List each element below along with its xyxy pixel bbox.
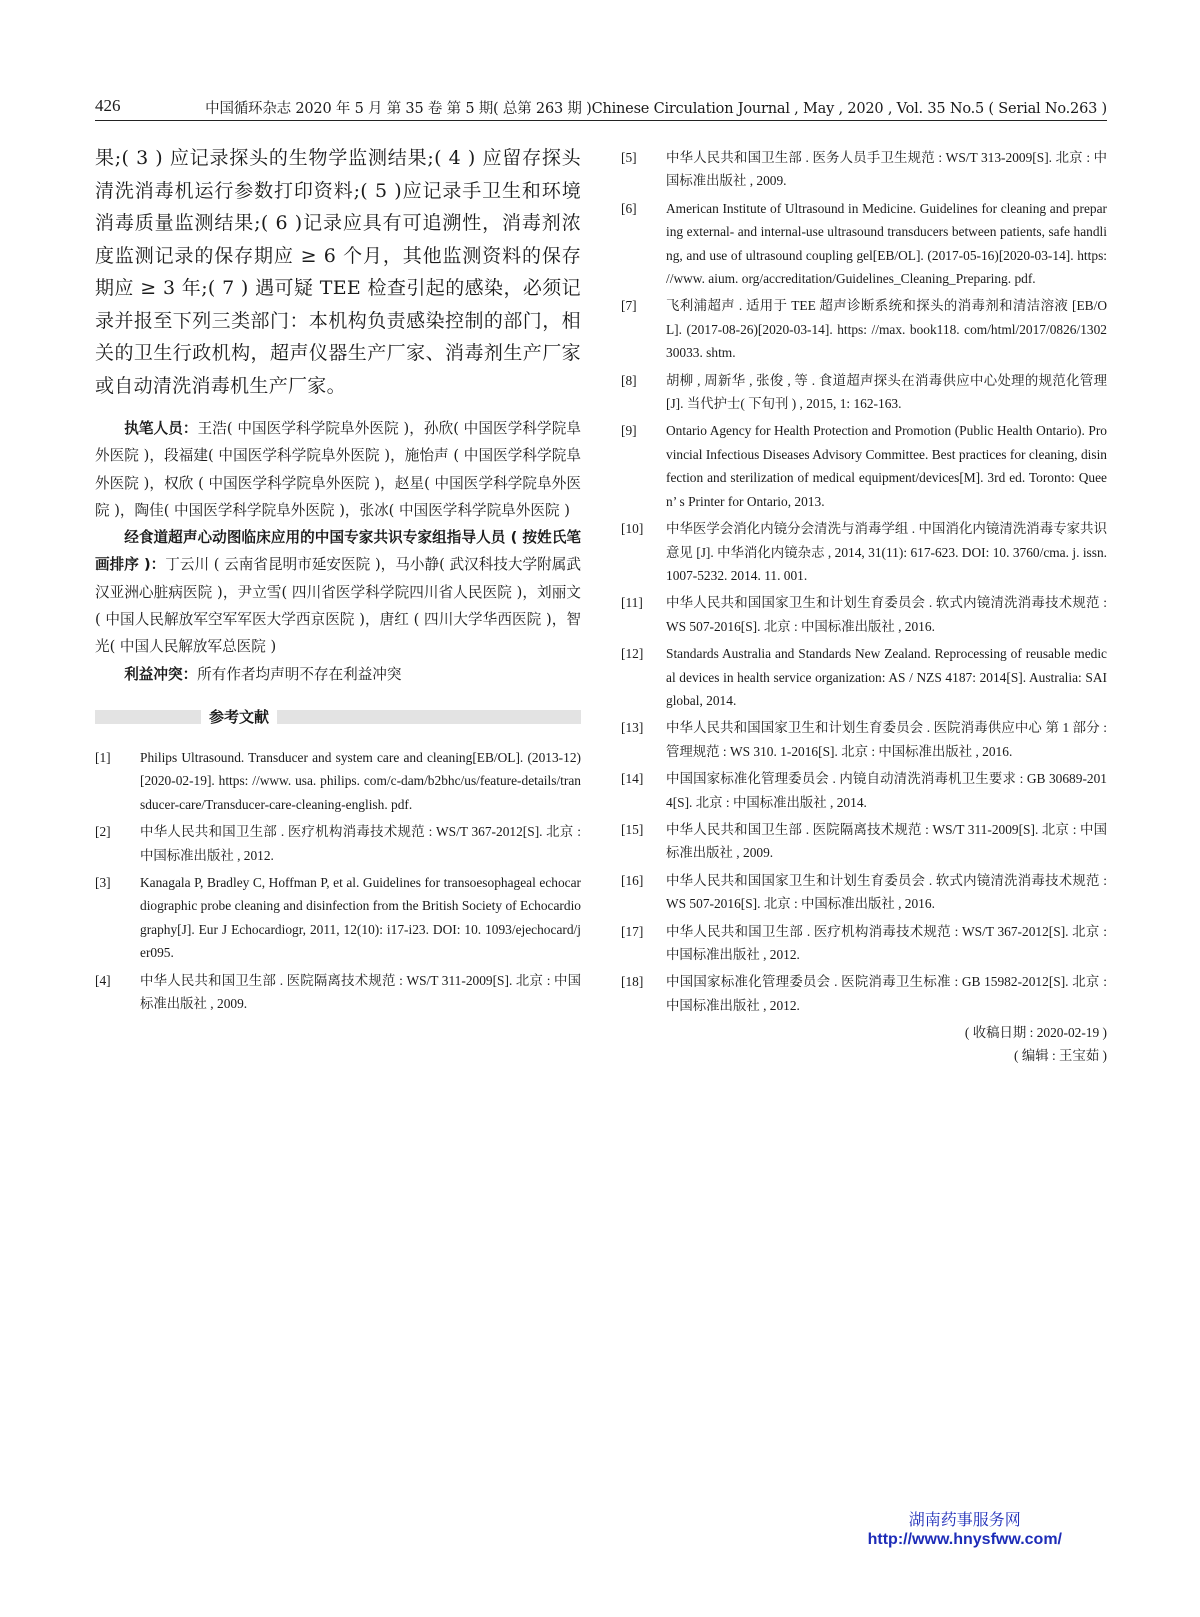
reference-text: Kanagala P, Bradley C, Hoffman P, et al. Guidelines for transoesophageal echocardiographic probe cleaning and disinfection from the British Society of Echocardiography[J]. Eur J Echocardiogr, 2011, 12(10): i17-i23. DOI: 10. 1093/ejechocard/jer095.: [140, 875, 581, 961]
reference-number: [16]: [621, 872, 644, 888]
reference-text: Standards Australia and Standards New Zealand. Reprocessing of reusable medical devices in health service organization: AS / NZS 4187: 2014[S]. Australia: SAI global, 2014.: [666, 646, 1107, 708]
coi-statement: [95, 661, 581, 688]
references-list-right: [621, 146, 1107, 1017]
reference-item: [621, 591, 1107, 638]
references-heading: 参考文献: [201, 704, 277, 730]
reference-number: [5]: [621, 150, 637, 165]
reference-number: [11]: [621, 595, 643, 611]
reference-text: 中华医学会消化内镜分会清洗与消毒学组 . 中国消化内镜清洗消毒专家共识意见 [J]. 中华消化内镜杂志 , 2014, 31(11): 617-623. DOI: 10. 3760/cma. j. issn. 1007-5232. 2014. 11. 001.: [666, 521, 1107, 583]
reference-number: [1]: [95, 749, 111, 765]
reference-number: [18]: [621, 974, 644, 990]
authors-credit: [95, 415, 581, 524]
reference-item: [621, 869, 1107, 916]
guidance-label: 经食道超声心动图临床应用的中国专家共识专家组指导人员 ( 按姓氏笔画排序 )：: [95, 529, 581, 574]
reference-number: [2]: [95, 824, 111, 840]
reference-text: American Institute of Ultrasound in Medicine. Guidelines for cleaning and preparing external- and internal-use ultrasound transducers between patients, safe handling, and use of ultrasound coupling gel[EB/OL]. (2017-05-16)[2020-03-14]. https: //www. aium. org/accreditation/Guidelines_Cleaning_Preparing. pdf.: [666, 200, 1107, 287]
reference-item: [621, 146, 1107, 193]
reference-item: [621, 369, 1107, 416]
reference-item: [621, 716, 1107, 763]
reference-number: [13]: [621, 720, 644, 736]
reference-text: 飞利浦超声 . 适用于 TEE 超声诊断系统和探头的消毒剂和清洁溶液 [EB/OL]. (2017-08-26)[2020-03-14]. https: //max. book118. com/html/2017/0826/130230033. shtm.: [666, 298, 1107, 361]
reference-text: 中国国家标准化管理委员会 . 医院消毒卫生标准 : GB 15982-2012[S]. 北京 : 中国标准出版社 , 2012.: [666, 974, 1107, 1013]
reference-text: 中华人民共和国国家卫生和计划生育委员会 . 医院消毒供应中心 第 1 部分 : 管理规范 : WS 310. 1-2016[S]. 北京 : 中国标准出版社 , 2016.: [666, 720, 1107, 759]
reference-item: [621, 197, 1107, 291]
reference-item: [95, 820, 581, 867]
guidance-text: 丁云川 ( 云南省昆明市延安医院 )，马小静( 武汉科技大学附属武汉亚洲心脏病医院 )，尹立雪( 四川省医学科学院四川省人民医院 )，刘丽文 ( 中国人民解放军空军军医大学西京医院 )，唐红 ( 四川大学华西医院 )，智光( 中国人民解放军总医院 ): [95, 556, 581, 656]
header-rule: [95, 120, 1107, 121]
guidance-credit: [95, 524, 581, 660]
reference-number: [6]: [621, 200, 637, 216]
watermark: [868, 1510, 1062, 1550]
reference-item: [95, 969, 581, 1016]
reference-number: [4]: [95, 972, 111, 988]
reference-number: [17]: [621, 923, 644, 939]
reference-item: [621, 920, 1107, 967]
references-heading-bar: [95, 707, 581, 726]
reference-text: 中华人民共和国卫生部 . 医疗机构消毒技术规范 : WS/T 367-2012[S]. 北京 : 中国标准出版社 , 2012.: [140, 824, 581, 863]
reference-item: [95, 871, 581, 965]
reference-number: [9]: [621, 423, 637, 439]
reference-item: [621, 642, 1107, 712]
reference-item: [621, 970, 1107, 1017]
reference-item: [621, 818, 1107, 865]
reference-number: [3]: [95, 875, 111, 890]
reference-item: [621, 767, 1107, 814]
reference-item: [621, 419, 1107, 513]
reference-number: [8]: [621, 372, 637, 388]
reference-item: [95, 746, 581, 816]
received-date: ( 收稿日期 : 2020-02-19 ): [964, 1025, 1107, 1041]
right-column: [621, 146, 1107, 1067]
left-column: [95, 142, 581, 1019]
reference-item: [621, 294, 1107, 364]
page-number: 426: [95, 96, 121, 115]
coi-text: 所有作者均声明不存在利益冲突: [197, 665, 402, 683]
reference-text: 中华人民共和国卫生部 . 医疗机构消毒技术规范 : WS/T 367-2012[S]. 北京 : 中国标准出版社 , 2012.: [666, 923, 1107, 962]
watermark-name: 湖南药事服务网: [908, 1510, 1021, 1529]
reference-text: 胡柳 , 周新华 , 张俊 , 等 . 食道超声探头在消毒供应中心处理的规范化管理 [J]. 当代护士( 下旬刊 ) , 2015, 1: 162-163.: [666, 372, 1107, 412]
authors-label: 执笔人员：: [124, 420, 198, 437]
reference-text: 中华人民共和国国家卫生和计划生育委员会 . 软式内镜清洗消毒技术规范 : WS 507-2016[S]. 北京 : 中国标准出版社 , 2016.: [666, 595, 1107, 634]
references-list-left: [95, 746, 581, 1015]
body-paragraph: 果;( 3 ) 应记录探头的生物学监测结果;( 4 ) 应留存探头清洗消毒机运行参数打印资料;( 5 )应记录手卫生和环境消毒质量监测结果;( 6 )记录应具有可追溯性，消毒剂浓度监测记录的保存期应 ≥ 6 个月，其他监测资料的保存期应 ≥ 3 年;( 7 ) 遇可疑 TEE 检查引起的感染，必须记录并报至下列三类部门：本机构负责感染控制的部门，相关的卫生行政机构，超声仪器生产厂家、消毒剂生产厂家或自动清洗消毒机生产厂家。: [95, 147, 581, 397]
watermark-url[interactable]: http://www.hnysfww.com/: [867, 1531, 1062, 1548]
reference-number: [15]: [621, 821, 644, 837]
reference-text: 中国国家标准化管理委员会 . 内镜自动清洗消毒机卫生要求 : GB 30689-2014[S]. 北京 : 中国标准出版社 , 2014.: [666, 771, 1107, 810]
authors-text: 王浩( 中国医学科学院阜外医院 )，孙欣( 中国医学科学院阜外医院 )，段福建( 中国医学科学院阜外医院 )，施怡声 ( 中国医学科学院阜外医院 )，权欣 ( 中国医学科学院阜外医院 )，赵星( 中国医学科学院阜外医院 )，陶佳( 中国医学科学院阜外医院 )，张冰( 中国医学科学院阜外医院 ): [95, 420, 581, 519]
reference-text: Ontario Agency for Health Protection and Promotion (Public Health Ontario). Provincial Infectious Diseases Advisory Committee. Best practices for cleaning, disinfection and sterilization of medical equipment/devices[M]. 3rd ed. Toronto: Queen’ s Printer for Ontario, 2013.: [666, 423, 1107, 509]
reference-text: 中华人民共和国卫生部 . 医院隔离技术规范 : WS/T 311-2009[S]. 北京 : 中国标准出版社 , 2009.: [666, 821, 1107, 861]
editor-note: ( 编辑 : 王宝茹 ): [1014, 1048, 1107, 1064]
coi-label: 利益冲突：: [124, 665, 198, 683]
reference-text: Philips Ultrasound. Transducer and system care and cleaning[EB/OL]. (2013-12)[2020-02-19]. https: //www. usa. philips. com/c-dam/b2bhc/us/feature-details/transducer-care/Transducer-care-cleaning-english. pdf.: [140, 749, 581, 812]
reference-number: [7]: [621, 298, 637, 314]
reference-text: 中华人民共和国卫生部 . 医务人员手卫生规范 : WS/T 313-2009[S]. 北京 : 中国标准出版社 , 2009.: [666, 150, 1107, 189]
reference-number: [10]: [621, 521, 644, 537]
reference-text: 中华人民共和国卫生部 . 医院隔离技术规范 : WS/T 311-2009[S]. 北京 : 中国标准出版社 , 2009.: [140, 972, 581, 1012]
credits-section: [95, 415, 581, 688]
running-head: 中国循环杂志 2020 年 5 月 第 35 卷 第 5 期( 总第 263 期 )Chinese Circulation Journal , May , 2020 , Vol. 35 No.5 ( Serial No.263 ): [205, 101, 1107, 117]
reference-item: [621, 517, 1107, 587]
reference-number: [14]: [621, 771, 644, 787]
reference-number: [12]: [621, 646, 644, 662]
reference-text: 中华人民共和国国家卫生和计划生育委员会 . 软式内镜清洗消毒技术规范 : WS 507-2016[S]. 北京 : 中国标准出版社 , 2016.: [666, 872, 1107, 912]
